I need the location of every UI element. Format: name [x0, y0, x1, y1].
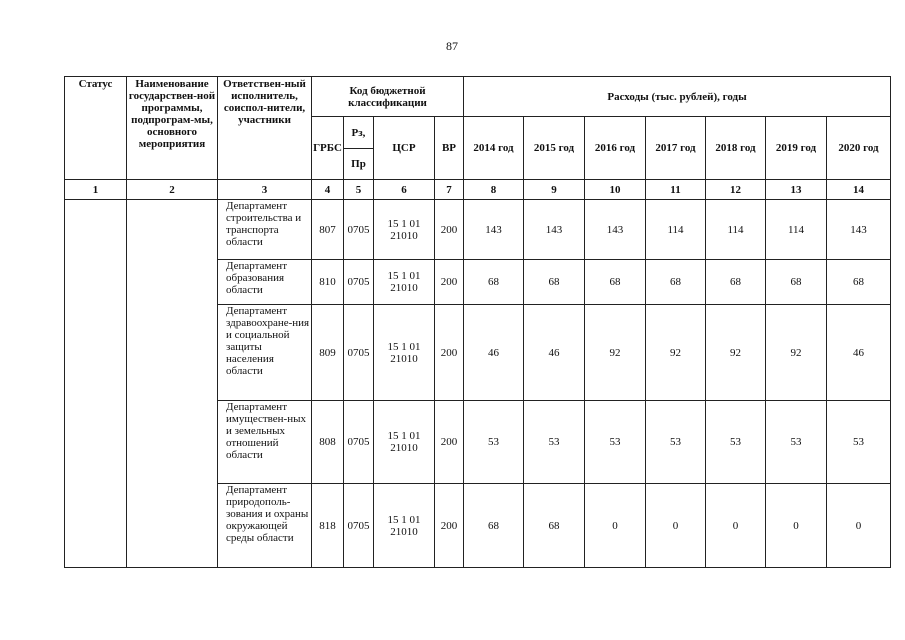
header-rz: Рз, — [344, 117, 374, 149]
executor-cell: Департамент здравоохране-ния и социальной защиты населения области — [218, 305, 312, 401]
value-cell: 53 — [827, 401, 891, 484]
page-number: 87 — [446, 39, 458, 53]
column-number: 11 — [646, 180, 706, 200]
column-number: 3 — [218, 180, 312, 200]
header-year-2017: 2017 год — [646, 117, 706, 180]
vr-cell: 200 — [435, 305, 464, 401]
value-cell: 46 — [464, 305, 524, 401]
column-number: 1 — [65, 180, 127, 200]
executor-cell: Департамент образования области — [218, 260, 312, 305]
header-vr: ВР — [435, 117, 464, 180]
executor-cell: Департамент имуществен-ных и земельных отношений области — [218, 401, 312, 484]
value-cell: 68 — [524, 260, 585, 305]
vr-cell: 200 — [435, 200, 464, 260]
value-cell: 68 — [766, 260, 827, 305]
header-year-2018: 2018 год — [706, 117, 766, 180]
status-cell — [65, 200, 127, 568]
value-cell: 92 — [646, 305, 706, 401]
vr-cell: 200 — [435, 484, 464, 568]
column-number: 4 — [312, 180, 344, 200]
value-cell: 68 — [464, 260, 524, 305]
value-cell: 143 — [827, 200, 891, 260]
value-cell: 114 — [646, 200, 706, 260]
header-year-2016: 2016 год — [585, 117, 646, 180]
value-cell: 143 — [464, 200, 524, 260]
executor-cell: Департамент строительства и транспорта области — [218, 200, 312, 260]
column-number: 9 — [524, 180, 585, 200]
value-cell: 0 — [827, 484, 891, 568]
grbs-cell: 818 — [312, 484, 344, 568]
csr-cell: 15 1 01 21010 — [374, 401, 435, 484]
header-budget-code: Код бюджетной классификации — [312, 77, 464, 117]
value-cell: 114 — [706, 200, 766, 260]
column-number-row — [65, 180, 891, 200]
value-cell: 46 — [827, 305, 891, 401]
header-year-2019: 2019 год — [766, 117, 827, 180]
rzpr-cell: 0705 — [344, 401, 374, 484]
csr-cell: 15 1 01 21010 — [374, 260, 435, 305]
value-cell: 68 — [827, 260, 891, 305]
rzpr-cell: 0705 — [344, 484, 374, 568]
column-number: 2 — [127, 180, 218, 200]
column-number: 5 — [344, 180, 374, 200]
table-row — [65, 200, 891, 260]
value-cell: 68 — [464, 484, 524, 568]
header-csr: ЦСР — [374, 117, 435, 180]
header-year-2015: 2015 год — [524, 117, 585, 180]
value-cell: 0 — [585, 484, 646, 568]
vr-cell: 200 — [435, 260, 464, 305]
value-cell: 92 — [706, 305, 766, 401]
value-cell: 68 — [646, 260, 706, 305]
value-cell: 0 — [706, 484, 766, 568]
value-cell: 53 — [524, 401, 585, 484]
value-cell: 92 — [585, 305, 646, 401]
grbs-cell: 808 — [312, 401, 344, 484]
value-cell: 68 — [706, 260, 766, 305]
executor-cell: Департамент природополь-зования и охраны окружающей среды области — [218, 484, 312, 568]
value-cell: 143 — [585, 200, 646, 260]
value-cell: 53 — [585, 401, 646, 484]
column-number: 8 — [464, 180, 524, 200]
value-cell: 0 — [646, 484, 706, 568]
rzpr-cell: 0705 — [344, 200, 374, 260]
csr-cell: 15 1 01 21010 — [374, 200, 435, 260]
header-program-name: Наименование государствен-ной программы, подпрограм-мы, основного мероприятия — [127, 77, 218, 180]
value-cell: 68 — [524, 484, 585, 568]
value-cell: 53 — [706, 401, 766, 484]
column-number: 10 — [585, 180, 646, 200]
value-cell: 53 — [464, 401, 524, 484]
header-expenses: Расходы (тыс. рублей), годы — [464, 77, 891, 117]
vr-cell: 200 — [435, 401, 464, 484]
grbs-cell: 810 — [312, 260, 344, 305]
value-cell: 114 — [766, 200, 827, 260]
header-year-2020: 2020 год — [827, 117, 891, 180]
value-cell: 53 — [646, 401, 706, 484]
rzpr-cell: 0705 — [344, 305, 374, 401]
header-pr: Пр — [344, 149, 374, 180]
header-status: Статус — [65, 77, 127, 180]
rzpr-cell: 0705 — [344, 260, 374, 305]
header-executor: Ответствен-ный исполнитель, соиспол-нители, участники — [218, 77, 312, 180]
value-cell: 0 — [766, 484, 827, 568]
value-cell: 46 — [524, 305, 585, 401]
column-number: 13 — [766, 180, 827, 200]
column-number: 6 — [374, 180, 435, 200]
value-cell: 92 — [766, 305, 827, 401]
value-cell: 53 — [766, 401, 827, 484]
grbs-cell: 809 — [312, 305, 344, 401]
header-grbs: ГРБС — [312, 117, 344, 180]
grbs-cell: 807 — [312, 200, 344, 260]
program-name-cell — [127, 200, 218, 568]
column-number: 7 — [435, 180, 464, 200]
csr-cell: 15 1 01 21010 — [374, 484, 435, 568]
value-cell: 143 — [524, 200, 585, 260]
budget-table — [64, 76, 891, 568]
csr-cell: 15 1 01 21010 — [374, 305, 435, 401]
column-number: 12 — [706, 180, 766, 200]
column-number: 14 — [827, 180, 891, 200]
header-year-2014: 2014 год — [464, 117, 524, 180]
value-cell: 68 — [585, 260, 646, 305]
header-row-1 — [65, 77, 891, 117]
